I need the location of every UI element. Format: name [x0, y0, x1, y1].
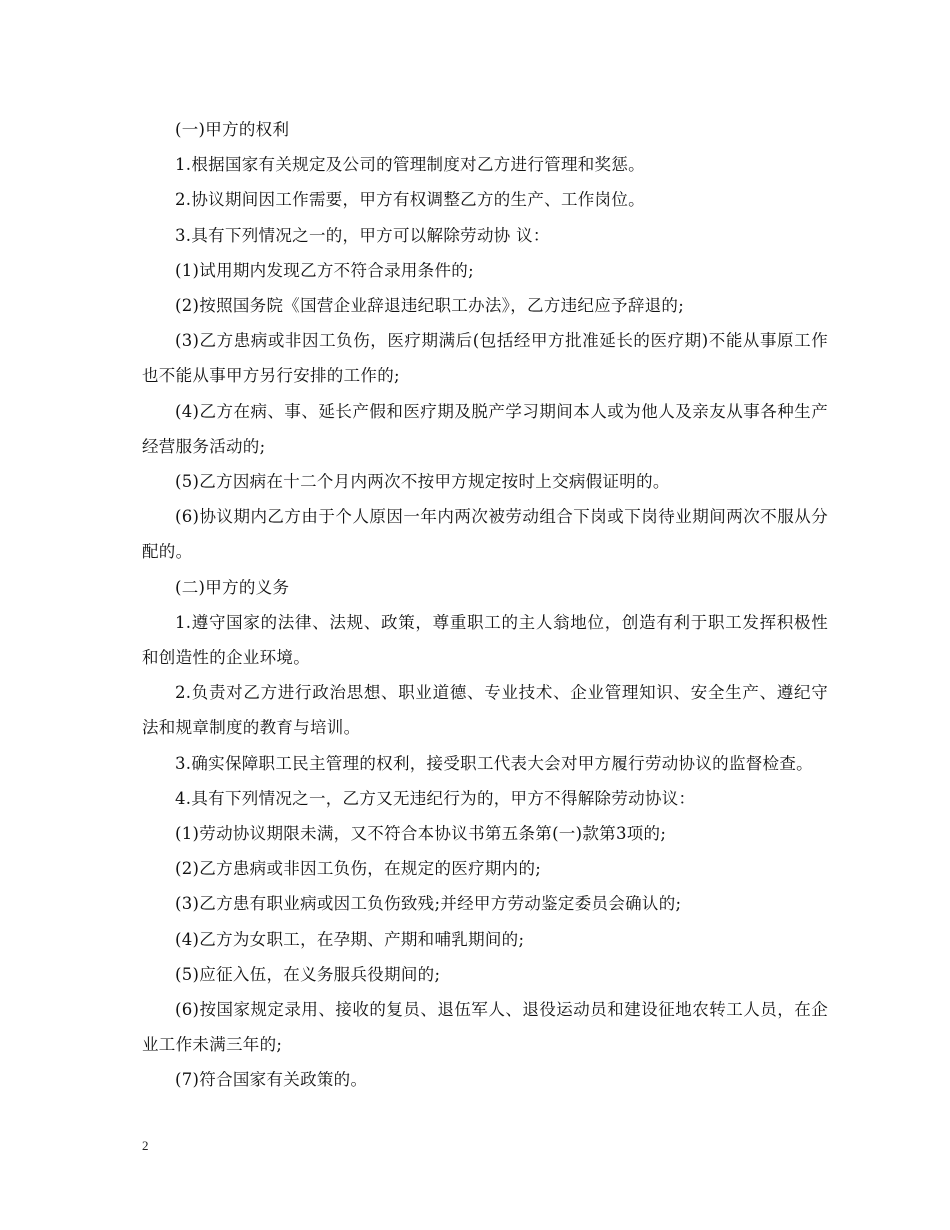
list-item: (6)按国家规定录用、接收的复员、退伍军人、退役运动员和建设征地农转工人员，在企业工作未满三年的; — [142, 1000, 828, 1055]
list-item: (1)试用期内发现乙方不符合录用条件的; — [175, 260, 474, 280]
paragraph: 2.负责对乙方进行政治思想、职业道德、专业技术、企业管理知识、安全生产、遵纪守法和规章制度的教育与培训。 — [142, 683, 828, 738]
document-body — [142, 112, 828, 1098]
paragraph: 1.遵守国家的法律、法规、政策，尊重职工的主人翁地位，创造有利于职工发挥积极性和创造性的企业环境。 — [142, 612, 828, 668]
list-item: (2)乙方患病或非因工负伤，在规定的医疗期内的; — [175, 859, 542, 879]
paragraph: 2.协议期间因工作需要，甲方有权调整乙方的生产、工作岗位。 — [175, 190, 645, 210]
list-item: (1)劳动协议期限未满，又不符合本协议书第五条第(一)款第3项的; — [175, 824, 667, 844]
list-item: (3)乙方患有职业病或因工负伤致残;并经甲方劳动鉴定委员会确认的; — [175, 894, 682, 914]
paragraph: 1.根据国家有关规定及公司的管理制度对乙方进行管理和奖惩。 — [175, 155, 645, 175]
list-item: (5)乙方因病在十二个月内两次不按甲方规定按时上交病假证明的。 — [175, 472, 670, 492]
list-item: (4)乙方为女职工，在孕期、产期和哺乳期间的; — [175, 929, 525, 949]
list-item: (6)协议期内乙方由于个人原因一年内两次被劳动组合下岗或下岗待业期间两次不服从分配的。 — [142, 507, 828, 562]
list-item: (4)乙方在病、事、延长产假和医疗期及脱产学习期间本人或为他人及亲友从事各种生产经营服务活动的; — [142, 401, 828, 456]
section-heading-obligations: (二)甲方的义务 — [175, 577, 290, 597]
list-item: (2)按照国务院《国营企业辞退违纪职工办法》，乙方违纪应予辞退的; — [175, 296, 685, 316]
paragraph: 4.具有下列情况之一，乙方又无违纪行为的，甲方不得解除劳动协议： — [175, 788, 696, 808]
paragraph: 3.具有下列情况之一的，甲方可以解除劳动协 议： — [175, 225, 550, 245]
section-heading-rights: (一)甲方的权利 — [175, 120, 290, 139]
list-item: (5)应征入伍，在义务服兵役期间的; — [175, 964, 441, 984]
page-number: 2 — [142, 1138, 149, 1153]
list-item: (3)乙方患病或非因工负伤，医疗期满后(包括经甲方批准延长的医疗期)不能从事原工作也不能从事甲方另行安排的工作的; — [142, 331, 828, 386]
list-item: (7)符合国家有关政策的。 — [175, 1070, 368, 1090]
paragraph: 3.确实保障职工民主管理的权利，接受职工代表大会对甲方履行劳动协议的监督检查。 — [175, 753, 813, 773]
